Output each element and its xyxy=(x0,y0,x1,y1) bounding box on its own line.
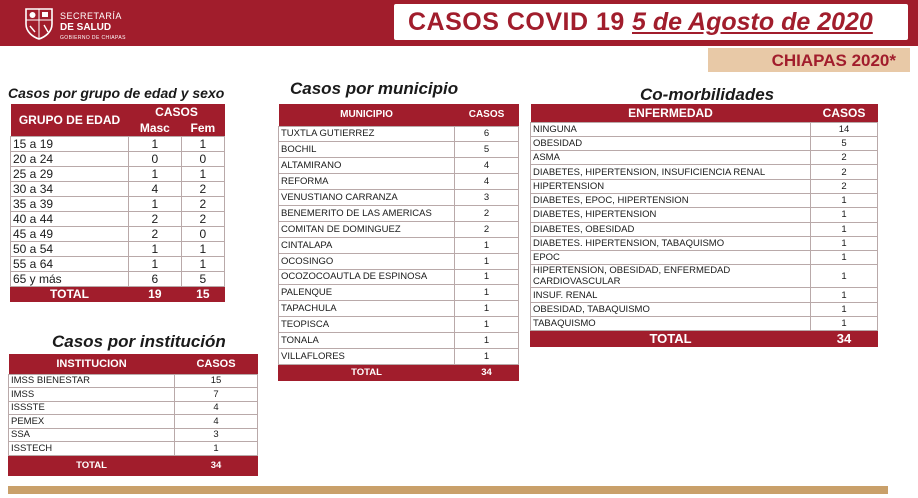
table-row xyxy=(11,181,225,196)
table-row xyxy=(11,241,225,256)
table-cell-cases: 1 xyxy=(811,251,878,265)
table-cell-name: BOCHIL xyxy=(279,142,455,158)
table-cell-name: TAPACHULA xyxy=(279,301,455,317)
table-cell-cases: 6 xyxy=(455,126,519,142)
municipio-table xyxy=(278,104,519,381)
table-cell-name: ALTAMIRANO xyxy=(279,158,455,174)
table-cell-f: 2 xyxy=(181,196,224,211)
table-cell-group: 15 a 19 xyxy=(11,136,129,151)
table-cell-m: 1 xyxy=(129,196,182,211)
table-cell-cases: 1 xyxy=(455,269,519,285)
table-row xyxy=(11,226,225,241)
table-row xyxy=(279,285,519,301)
table-cell-name: DIABETES. HIPERTENSION, TABAQUISMO xyxy=(531,236,811,250)
table-cell-cases: 1 xyxy=(455,301,519,317)
table-row xyxy=(531,136,878,150)
table-cell-name: SSA xyxy=(9,428,175,442)
table-row xyxy=(279,205,519,221)
age-total-row xyxy=(11,286,225,301)
table-cell-f: 0 xyxy=(181,226,224,241)
table-cell-group: 40 a 44 xyxy=(11,211,129,226)
table-row xyxy=(279,333,519,349)
table-cell-cases: 1 xyxy=(455,285,519,301)
table-cell-f: 1 xyxy=(181,241,224,256)
table-row xyxy=(11,256,225,271)
table-row xyxy=(279,269,519,285)
table-row xyxy=(279,237,519,253)
age-cases-header: CASOS xyxy=(129,104,225,120)
table-cell-cases: 4 xyxy=(455,174,519,190)
table-cell-name: IMSS BIENESTAR xyxy=(9,374,175,388)
footer-bar xyxy=(8,486,888,494)
table-cell-name: CINTALAPA xyxy=(279,237,455,253)
age-total-female: 15 xyxy=(181,286,224,301)
table-cell-cases: 4 xyxy=(175,415,258,429)
table-cell-name: ISSSTE xyxy=(9,401,175,415)
table-cell-name: OCOZOCOAUTLA DE ESPINOSA xyxy=(279,269,455,285)
table-cell-name: HIPERTENSION, OBESIDAD, ENFERMEDAD CARDIOVASCULAR xyxy=(531,265,811,288)
table-row xyxy=(11,136,225,151)
table-cell-name: VENUSTIANO CARRANZA xyxy=(279,190,455,206)
institution-total-value: 34 xyxy=(175,455,258,475)
table-cell-m: 1 xyxy=(129,136,182,151)
table-cell-m: 1 xyxy=(129,241,182,256)
page-title: CASOS COVID 19 xyxy=(408,8,625,36)
table-cell-m: 0 xyxy=(129,151,182,166)
table-cell-f: 1 xyxy=(181,136,224,151)
table-cell-m: 6 xyxy=(129,271,182,286)
table-cell-cases: 1 xyxy=(811,236,878,250)
table-cell-group: 25 a 29 xyxy=(11,166,129,181)
table-row xyxy=(11,196,225,211)
table-cell-cases: 1 xyxy=(811,302,878,316)
table-cell-group: 35 a 39 xyxy=(11,196,129,211)
table-cell-cases: 7 xyxy=(175,388,258,402)
table-row xyxy=(11,211,225,226)
table-cell-name: IMSS xyxy=(9,388,175,402)
disease-header: ENFERMEDAD xyxy=(531,104,811,122)
table-cell-group: 30 a 34 xyxy=(11,181,129,196)
table-row xyxy=(279,301,519,317)
table-cell-cases: 2 xyxy=(455,221,519,237)
table-cell-m: 2 xyxy=(129,226,182,241)
table-row xyxy=(279,348,519,364)
table-cell-f: 2 xyxy=(181,211,224,226)
table-cell-name: HIPERTENSION xyxy=(531,179,811,193)
table-row xyxy=(11,151,225,166)
table-cell-name: VILLAFLORES xyxy=(279,348,455,364)
table-cell-cases: 5 xyxy=(455,142,519,158)
header-bar xyxy=(0,0,918,46)
table-row xyxy=(9,374,258,388)
table-cell-cases: 1 xyxy=(455,237,519,253)
table-cell-cases: 1 xyxy=(175,442,258,456)
table-row xyxy=(531,265,878,288)
institution-total-row xyxy=(9,455,258,475)
table-cell-cases: 4 xyxy=(455,158,519,174)
comorbidity-total-label: TOTAL xyxy=(531,331,811,347)
table-cell-name: PALENQUE xyxy=(279,285,455,301)
table-row xyxy=(531,288,878,302)
table-cell-cases: 1 xyxy=(455,333,519,349)
age-section-title: Casos por grupo de edad y sexo xyxy=(8,85,225,101)
table-cell-name: OCOSINGO xyxy=(279,253,455,269)
table-cell-cases: 1 xyxy=(811,288,878,302)
table-row xyxy=(9,428,258,442)
table-cell-name: ISSTECH xyxy=(9,442,175,456)
table-row xyxy=(9,388,258,402)
table-cell-cases: 4 xyxy=(175,401,258,415)
comorbidity-table xyxy=(530,104,878,347)
table-row xyxy=(531,251,878,265)
table-cell-group: 45 a 49 xyxy=(11,226,129,241)
table-cell-name: INSUF. RENAL xyxy=(531,288,811,302)
table-cell-m: 2 xyxy=(129,211,182,226)
table-row xyxy=(531,179,878,193)
table-row xyxy=(279,190,519,206)
table-cell-cases: 2 xyxy=(811,151,878,165)
table-cell-group: 20 a 24 xyxy=(11,151,129,166)
comorbidity-cases-header: CASOS xyxy=(811,104,878,122)
report-date: 5 de Agosto de 2020 xyxy=(632,8,873,36)
table-cell-name: EPOC xyxy=(531,251,811,265)
org-line1: SECRETARÍA xyxy=(60,11,122,21)
table-cell-cases: 1 xyxy=(811,265,878,288)
table-cell-cases: 1 xyxy=(455,348,519,364)
table-row xyxy=(531,302,878,316)
table-row xyxy=(531,193,878,207)
table-cell-name: REFORMA xyxy=(279,174,455,190)
institution-section-title: Casos por institución xyxy=(52,332,226,351)
title-banner xyxy=(394,4,908,40)
table-cell-name: DIABETES, HIPERTENSION, INSUFICIENCIA RENAL xyxy=(531,165,811,179)
municipio-section-title: Casos por municipio xyxy=(290,79,459,98)
table-cell-f: 2 xyxy=(181,181,224,196)
table-row xyxy=(279,221,519,237)
table-cell-cases: 1 xyxy=(811,208,878,222)
table-cell-f: 1 xyxy=(181,256,224,271)
table-cell-name: BENEMERITO DE LAS AMERICAS xyxy=(279,205,455,221)
state-label: CHIAPAS 2020* xyxy=(771,51,896,70)
coat-of-arms-icon xyxy=(24,6,54,40)
municipio-total-label: TOTAL xyxy=(279,364,455,380)
table-cell-cases: 1 xyxy=(455,253,519,269)
table-row xyxy=(9,401,258,415)
table-cell-group: 65 y más xyxy=(11,271,129,286)
municipio-header: MUNICIPIO xyxy=(279,104,455,126)
institution-header: INSTITUCION xyxy=(9,354,175,374)
table-row xyxy=(279,126,519,142)
table-cell-f: 0 xyxy=(181,151,224,166)
table-cell-m: 1 xyxy=(129,166,182,181)
institution-total-label: TOTAL xyxy=(9,455,175,475)
municipio-total-value: 34 xyxy=(455,364,519,380)
table-cell-cases: 1 xyxy=(811,193,878,207)
comorbidity-section-title: Co-morbilidades xyxy=(640,85,775,104)
age-sex-table xyxy=(10,104,225,302)
org-line3: GOBIERNO DE CHIAPAS xyxy=(60,35,126,41)
table-cell-name: OBESIDAD, TABAQUISMO xyxy=(531,302,811,316)
table-row xyxy=(531,122,878,136)
male-header: Masc xyxy=(129,120,182,136)
table-cell-cases: 1 xyxy=(455,317,519,333)
female-header: Fem xyxy=(181,120,224,136)
table-cell-cases: 1 xyxy=(811,317,878,331)
table-row xyxy=(531,317,878,331)
table-cell-f: 1 xyxy=(181,166,224,181)
table-cell-name: NINGUNA xyxy=(531,122,811,136)
table-cell-cases: 5 xyxy=(811,136,878,150)
age-group-header: GRUPO DE EDAD xyxy=(11,104,129,136)
table-row xyxy=(9,415,258,429)
table-row xyxy=(531,208,878,222)
table-cell-cases: 14 xyxy=(811,122,878,136)
table-cell-name: TONALA xyxy=(279,333,455,349)
table-cell-cases: 3 xyxy=(175,428,258,442)
table-cell-name: DIABETES, HIPERTENSION xyxy=(531,208,811,222)
table-row xyxy=(279,142,519,158)
table-row xyxy=(531,151,878,165)
table-cell-name: ASMA xyxy=(531,151,811,165)
table-row xyxy=(279,158,519,174)
table-cell-name: TABAQUISMO xyxy=(531,317,811,331)
table-cell-name: TUXTLA GUTIERREZ xyxy=(279,126,455,142)
table-cell-name: DIABETES, OBESIDAD xyxy=(531,222,811,236)
table-cell-m: 4 xyxy=(129,181,182,196)
table-cell-cases: 2 xyxy=(811,179,878,193)
table-cell-group: 50 a 54 xyxy=(11,241,129,256)
table-row xyxy=(279,174,519,190)
table-row xyxy=(531,236,878,250)
table-row xyxy=(11,166,225,181)
table-row xyxy=(531,222,878,236)
table-row xyxy=(279,253,519,269)
table-row xyxy=(9,442,258,456)
health-secretariat-logo xyxy=(24,4,132,42)
municipio-total-row xyxy=(279,364,519,380)
table-row xyxy=(11,271,225,286)
state-badge xyxy=(708,48,910,72)
institution-cases-header: CASOS xyxy=(175,354,258,374)
institution-table xyxy=(8,354,258,476)
table-cell-f: 5 xyxy=(181,271,224,286)
table-row xyxy=(279,317,519,333)
table-cell-name: TEOPISCA xyxy=(279,317,455,333)
municipio-cases-header: CASOS xyxy=(455,104,519,126)
table-cell-cases: 15 xyxy=(175,374,258,388)
table-cell-name: OBESIDAD xyxy=(531,136,811,150)
table-cell-cases: 3 xyxy=(455,190,519,206)
age-total-male: 19 xyxy=(129,286,182,301)
table-cell-cases: 2 xyxy=(811,165,878,179)
table-cell-name: PEMEX xyxy=(9,415,175,429)
table-cell-m: 1 xyxy=(129,256,182,271)
table-cell-group: 55 a 64 xyxy=(11,256,129,271)
age-total-label: TOTAL xyxy=(11,286,129,301)
org-line2: DE SALUD xyxy=(60,22,112,33)
table-cell-name: COMITAN DE DOMINGUEZ xyxy=(279,221,455,237)
comorbidity-total-row xyxy=(531,331,878,347)
table-cell-cases: 2 xyxy=(455,205,519,221)
comorbidity-total-value: 34 xyxy=(811,331,878,347)
table-row xyxy=(531,165,878,179)
table-cell-name: DIABETES, EPOC, HIPERTENSION xyxy=(531,193,811,207)
table-cell-cases: 1 xyxy=(811,222,878,236)
